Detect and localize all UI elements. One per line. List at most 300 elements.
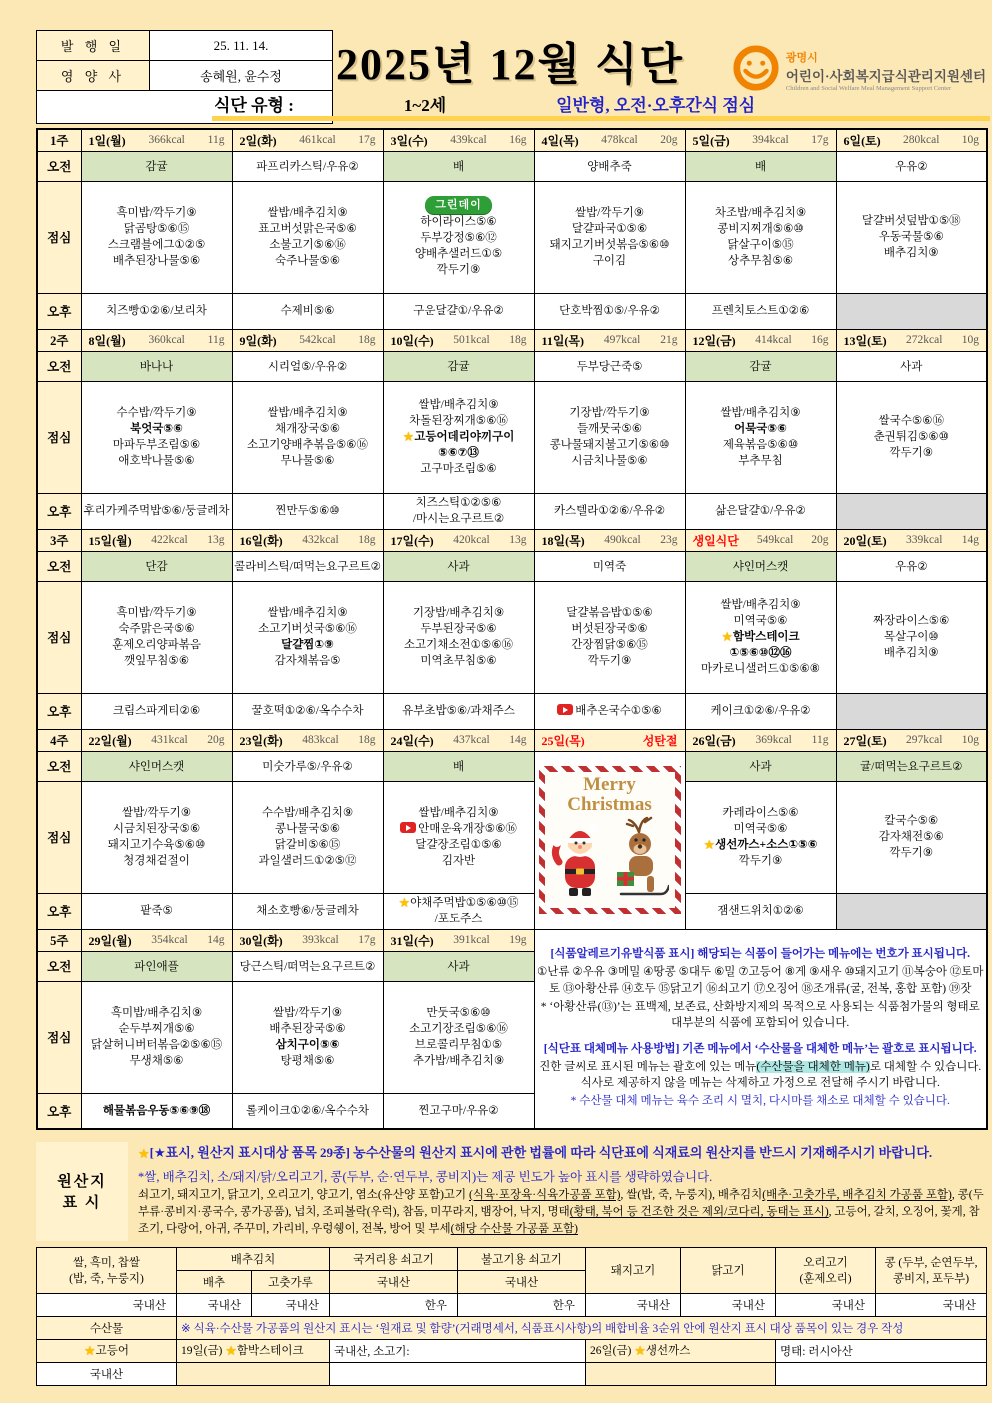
am-snack-cell: 우유②: [836, 551, 987, 581]
christmas-card: [534, 751, 685, 929]
pm-snack-cell: [232, 493, 383, 529]
allergy-title: [식품알레르기유발식품 표시] 해당되는 식품이 들어가는 메뉴에는 번호가 표시됩니다.: [550, 948, 970, 961]
lunch-row-label: 점심: [37, 781, 81, 893]
day-header: 11일(목) 497kcal 21g: [534, 329, 685, 351]
menu-item: 쌀밥/배추김치⑨: [267, 207, 348, 219]
menu-item: 감자채볶음⑤: [274, 655, 341, 667]
menu-item: 기장밥/배추김치⑨: [412, 607, 505, 619]
origin-val-beef-soup: 한우: [330, 1293, 458, 1316]
week-label: 1주: [37, 129, 81, 151]
menu-item: 흑미밥/배추김치⑨: [110, 1007, 203, 1019]
menu-item: 배추된장나물⑤⑥: [112, 255, 201, 267]
christmas-text-christmas: Christmas: [567, 793, 652, 815]
origin-col-beef-bulgogi: 불고기용 쇠고기: [458, 1247, 586, 1270]
week-label: 2주: [37, 329, 81, 351]
menu-item: 닭살허니버터볶음②⑤⑥⑮: [90, 1039, 223, 1051]
menu-item: 찐고구마/우유②: [418, 1104, 499, 1117]
pm-snack-cell: [383, 893, 534, 929]
dietitian-label: 영 양 사: [37, 61, 150, 91]
day-header: 31일(수) 391kcal 19g: [383, 929, 534, 951]
am-snack-cell: 배: [383, 751, 534, 781]
menu-item: 무나물⑤⑥: [280, 455, 335, 467]
menu-item: 깍두기⑨: [738, 855, 783, 867]
origin-law-line: ★[★표시, 원산지 표시대상 품목 29종] 농수산물의 원산지 표시에 관한 법률에 따라 식단표에 식재료의 원산지를 반드시 기재해주시기 바랍니다.: [138, 1145, 933, 1161]
special-hamburg-steak: 19일(금) ★함박스테이크: [177, 1339, 330, 1362]
menu-item: 순두부찌개⑤⑥: [118, 1023, 195, 1035]
origin-col-bean: 콩 (두부, 순연두부, 콩비지, 포두부): [876, 1247, 987, 1293]
lunch-cell: [232, 381, 383, 493]
menu-item: 쌀밥/깍두기⑨: [121, 807, 192, 819]
pm-snack-cell: [383, 693, 534, 729]
star-icon: ★: [634, 1343, 646, 1359]
lunch-cell: [685, 181, 836, 293]
menu-item: 크림스파게티②⑥: [112, 705, 201, 717]
menu-item: 달걀버섯덮밥①⑤⑱: [861, 215, 961, 227]
menu-type-label: 식단 유형 :: [214, 95, 294, 115]
am-snack-cell: 샤인머스캣: [81, 751, 232, 781]
lunch-cell: [81, 781, 232, 893]
lunch-cell: [81, 981, 232, 1093]
menu-item: ①⑤⑥⑩⑫⑯: [729, 647, 792, 659]
pm-row-label: 오후: [37, 1093, 81, 1129]
pm-row-label: 오후: [37, 693, 81, 729]
origin-val-chicken: 국내산: [681, 1293, 776, 1316]
menu-item: 닭곰탕⑤⑥⑮: [123, 223, 190, 235]
menu-item: 쌀국수⑤⑥⑯: [878, 415, 944, 427]
menu-item: 해물볶음우동⑤⑥⑨⑱: [102, 1104, 211, 1117]
pm-snack-cell: [685, 893, 836, 929]
menu-type-age: 1~2세: [403, 95, 447, 115]
day-header: 24일(수) 437kcal 14g: [383, 729, 534, 751]
day-header: 3일(수) 439kcal 16g: [383, 129, 534, 151]
menu-item: 수제비⑤⑥: [280, 305, 335, 317]
menu-item: 꿀호떡①②⑥/옥수수차: [251, 705, 364, 717]
seafood-note: ※ 식육·수산물 가공품의 원산지 표시는 ‘원재료 및 함량’(거래명세서, 식품표시사항)의 배합비율 3순위 안에 원산지 표시 대상 품목이 있는 경우 작성: [177, 1316, 987, 1339]
menu-item: 스크램블에그①②⑤: [107, 239, 206, 251]
day-header: 17일(수) 420kcal 13g: [383, 529, 534, 551]
menu-item: 추가밥/배추김치⑨: [412, 1055, 505, 1067]
menu-item: 콩비지찌개⑤⑥⑩: [717, 223, 804, 235]
substitute-note: * 수산물 대체 메뉴는 육수 조리 시 멸치, 다시마를 채소로 대체할 수 있습니다.: [570, 1095, 950, 1108]
am-snack-cell: 사과: [383, 551, 534, 581]
menu-item: 상추무침⑤⑥: [727, 255, 794, 267]
logo-city: 광명시: [785, 52, 818, 64]
menu-item: 삼치구이⑤⑥: [275, 1039, 340, 1051]
star-icon: ★: [721, 629, 733, 644]
menu-item: 찐만두⑤⑥⑩: [275, 505, 340, 517]
star-icon: ★: [225, 1343, 237, 1359]
menu-item: 배추된장국⑤⑥: [269, 1023, 346, 1035]
pm-snack-cell: [685, 493, 836, 529]
allergy-note: * ‘아황산류(⑬)’는 표백제, 보존료, 산화방지제의 목적으로 사용되는 식품첨가물의 형태로 대부분의 식품에 포함되어 있습니다.: [540, 1000, 980, 1029]
reindeer: [617, 818, 669, 894]
dietitian-value: 송혜원, 윤수정: [150, 61, 333, 91]
lunch-cell: [232, 781, 383, 893]
lunch-row-label: 점심: [37, 981, 81, 1093]
menu-item: 배추김치⑨: [883, 247, 939, 259]
menu-item: 하이라이스⑤⑥: [420, 216, 497, 228]
lunch-cell: [836, 781, 987, 893]
menu-item: 프렌치토스트①②⑥: [711, 305, 810, 317]
menu-item: 칼국수⑤⑥: [884, 815, 939, 827]
empty-cell: [330, 1362, 586, 1385]
menu-item: 카레라이스⑤⑥: [722, 807, 799, 819]
origin-sub-cabbage: 배추: [177, 1270, 252, 1293]
pm-snack-cell: [836, 493, 987, 529]
star-icon: ★: [402, 429, 415, 444]
am-snack-cell: 미숫가루⑤/우유②: [232, 751, 383, 781]
week-label: 5주: [37, 929, 81, 951]
pm-snack-cell: [383, 1093, 534, 1129]
menu-item: 콩나물돼지불고기⑤⑥⑩: [549, 439, 670, 451]
menu-item: 채소호빵⑥/둥글레차: [256, 905, 359, 917]
menu-item: 잼샌드위치①②⑥: [717, 905, 804, 917]
menu-item: 치즈빵①②⑥/보리차: [106, 305, 207, 317]
pm-snack-cell: [81, 493, 232, 529]
pm-snack-cell: [232, 693, 383, 729]
meal-calendar-table: [36, 128, 988, 1130]
menu-item: 흑미밥/깍두기⑨: [116, 207, 197, 219]
logo-org-name: 어린이·사회복지급식관리지원센터: [785, 69, 986, 84]
menu-item: 소고기버섯국⑤⑥⑯: [258, 623, 357, 635]
menu-item: 소불고기⑤⑥⑯: [269, 239, 346, 251]
menu-item: 어묵국⑤⑥: [734, 423, 787, 435]
origin-skip-line: *쌀, 배추김치, 소/돼지/닭/오리고기, 콩(두부, 순·연두부, 콩비지)는 제공 빈도가 높아 표시를 생략하였습니다.: [138, 1169, 713, 1184]
menu-item: 소고기양배추볶음⑤⑥⑯: [247, 439, 368, 451]
menu-item: 춘권튀김⑤⑥⑩: [873, 431, 949, 443]
lunch-cell: [534, 181, 685, 293]
am-row-label: 오전: [37, 551, 81, 581]
menu-item: 케이크①②⑥/우유②: [710, 705, 811, 717]
day-header: 4일(목) 478kcal 20g: [534, 129, 685, 151]
menu-item: 수수밥/깍두기⑨: [116, 407, 197, 419]
origin-sub-pepper: 고춧가루: [252, 1270, 330, 1293]
menu-item: 목살구이⑩: [883, 631, 939, 643]
lunch-cell: [836, 181, 987, 293]
origin-col-pork: 돼지고기: [586, 1247, 681, 1293]
menu-item: 유부초밥⑤⑥/과채주스: [402, 705, 515, 717]
menu-item: /마시는요구르트②: [412, 513, 505, 525]
menu-item: 깍두기⑨: [889, 847, 934, 859]
pm-snack-cell: [685, 293, 836, 329]
substitute-info-box: [535, 1041, 987, 1109]
menu-item: 깍두기⑨: [587, 655, 632, 667]
menu-item: ★야채주먹밥①⑤⑥⑩⑮: [398, 895, 519, 910]
lunch-cell: [836, 381, 987, 493]
menu-item: 훈제오리양파볶음: [112, 639, 201, 651]
origin-col-kimchi: 배추김치: [177, 1247, 330, 1270]
menu-item: 쌀밥/배추김치⑨: [418, 807, 499, 819]
lunch-cell: [81, 381, 232, 493]
lunch-cell: [685, 781, 836, 893]
menu-item: 수수밥/배추김치⑨: [261, 807, 354, 819]
pm-snack-cell: [534, 493, 685, 529]
menu-item: 흑미밥/깍두기⑨: [116, 607, 197, 619]
special-fish-cutlet: 26일(금) ★생선까스: [586, 1339, 776, 1362]
menu-item: 표고버섯맑은국⑤⑥: [258, 223, 357, 235]
am-snack-cell: 감귤: [685, 351, 836, 381]
menu-item: 제육볶음⑤⑥⑩: [722, 439, 799, 451]
day-header: 18일(목) 490kcal 23g: [534, 529, 685, 551]
lunch-row-label: 점심: [37, 181, 81, 293]
day-header: 22일(월) 431kcal 20g: [81, 729, 232, 751]
menu-item: 애호박나물⑤⑥: [118, 455, 195, 467]
menu-item: 우동국물⑤⑥: [878, 231, 944, 243]
am-snack-cell: 단감: [81, 551, 232, 581]
origin-detail-table: [36, 1247, 987, 1386]
lunch-cell: [81, 181, 232, 293]
menu-item: 쌀밥/배추김치⑨: [720, 407, 801, 419]
menu-item: 김자반: [441, 855, 476, 867]
menu-item: /포도주스: [434, 913, 483, 925]
mackerel-origin: 국내산: [37, 1362, 177, 1385]
seafood-label: 수산물: [37, 1316, 177, 1339]
menu-item: 시금치된장국⑤⑥: [112, 823, 201, 835]
menu-item: 소고기채소전①⑤⑥⑯: [403, 639, 514, 651]
menu-item: 깍두기⑨: [436, 264, 481, 276]
star-icon: ★: [398, 895, 411, 910]
smiley-logo-icon: [732, 44, 780, 97]
menu-item: 탕평채⑤⑥: [280, 1055, 335, 1067]
menu-item: 만둣국⑤⑥⑩: [426, 1007, 491, 1019]
am-snack-cell: 사과: [685, 751, 836, 781]
origin-notice-block: [36, 1142, 986, 1241]
am-snack-cell: 당근스틱/떠먹는요구르트②: [232, 951, 383, 981]
day-header: 26일(금) 369kcal 11g: [685, 729, 836, 751]
am-snack-cell: 파인애플: [81, 951, 232, 981]
menu-item: 숙주맑은국⑤⑥: [118, 623, 195, 635]
menu-item: 북엇국⑤⑥: [130, 423, 183, 435]
lunch-cell: [232, 981, 383, 1093]
day-header: 생일식단 549kcal 20g: [685, 529, 836, 551]
menu-item: 깻잎무침⑤⑥: [123, 655, 190, 667]
star-icon: ★: [703, 837, 716, 852]
empty-cell: [177, 1362, 330, 1385]
menu-item: 배추김치⑨: [883, 647, 939, 659]
origin-val-pepper: 국내산: [252, 1293, 330, 1316]
am-row-label: 오전: [37, 951, 81, 981]
issue-date-label: 발 행 일: [37, 31, 150, 61]
menu-item: 돼지고기버섯볶음⑤⑥⑩: [549, 239, 670, 251]
menu-item: 달걀볶음밥①⑤⑥: [566, 607, 653, 619]
menu-item: 간장찜닭⑤⑥⑮: [571, 639, 648, 651]
lunch-cell: [232, 581, 383, 693]
menu-item: 차조밥/배추김치⑨: [714, 207, 807, 219]
menu-item: 브로콜리무침①⑤: [414, 1039, 503, 1051]
pm-snack-cell: [81, 1093, 232, 1129]
am-snack-cell: 우유②: [836, 151, 987, 181]
menu-item: 양배추샐러드①⑤: [414, 248, 503, 260]
day-header: 27일(토) 297kcal 10g: [836, 729, 987, 751]
menu-item: 두부된장국⑤⑥: [420, 623, 497, 635]
issue-date-value: 25. 11. 14.: [150, 31, 333, 61]
day-header: 9일(화) 542kcal 18g: [232, 329, 383, 351]
am-snack-cell: 샤인머스캣: [685, 551, 836, 581]
menu-item: 과일샐러드①②⑤⑫: [258, 855, 357, 867]
menu-item: 카스텔라①②⑥/우유②: [553, 505, 666, 517]
notes-panel: [534, 929, 987, 1129]
am-snack-cell: 미역죽: [534, 551, 685, 581]
menu-item: 쌀밥/배추김치⑨: [418, 399, 499, 411]
am-snack-cell: 두부당근죽⑤: [534, 351, 685, 381]
pm-row-label: 오후: [37, 893, 81, 929]
origin-label: 원산지 표 시: [36, 1142, 128, 1241]
menu-item: 깍두기⑨: [889, 447, 934, 459]
am-snack-cell: 콜라비스틱/떠먹는요구르트②: [232, 551, 383, 581]
menu-item: ⑤⑥⑦⑬: [438, 447, 479, 459]
day-header: 30일(화) 393kcal 17g: [232, 929, 383, 951]
menu-item: 짜장라이스⑤⑥: [873, 615, 950, 627]
santa: [553, 824, 598, 897]
lunch-cell: [534, 581, 685, 693]
day-header: 20일(토) 339kcal 14g: [836, 529, 987, 551]
page-header: [0, 0, 992, 126]
menu-item: 부추무침: [738, 455, 783, 467]
star-icon: ★: [84, 1343, 96, 1359]
menu-item: 고구마조림⑤⑥: [420, 463, 497, 475]
am-snack-cell: 배: [685, 151, 836, 181]
pm-snack-cell: [836, 693, 987, 729]
pm-snack-cell: [81, 693, 232, 729]
menu-item: 미역국⑤⑥: [733, 615, 788, 627]
lunch-cell: [836, 581, 987, 693]
day-header: 8일(월) 360kcal 11g: [81, 329, 232, 351]
menu-item: 미역국⑤⑥: [733, 823, 788, 835]
menu-item: 롤케이크①②⑥/옥수수차: [246, 1104, 369, 1117]
special-fish-origin: 명태: 러시아산: [776, 1339, 987, 1362]
menu-item: ★고등어데리야끼구이: [402, 429, 515, 444]
origin-val-duck: 국내산: [776, 1293, 876, 1316]
pm-snack-cell: [534, 693, 685, 729]
youtube-icon: [400, 822, 416, 833]
empty-cell: [586, 1362, 776, 1385]
menu-item: 무생채⑤⑥: [129, 1055, 184, 1067]
origin-val-bean: 국내산: [876, 1293, 987, 1316]
menu-item: 숙주나물⑤⑥: [274, 255, 341, 267]
am-row-label: 오전: [37, 151, 81, 181]
youtube-icon: [557, 704, 573, 715]
center-logo: [732, 44, 986, 97]
menu-item: 쌀밥/배추김치⑨: [267, 607, 348, 619]
christmas-text-merry: Merry: [583, 773, 636, 795]
menu-item: 감자채전⑤⑥: [878, 831, 944, 843]
pm-snack-cell: [81, 893, 232, 929]
pm-row-label: 오후: [37, 493, 81, 529]
menu-item: 후리가케주먹밥⑤⑥/둥글레차: [83, 505, 230, 517]
origin-sub-beef-soup: 국내산: [330, 1270, 458, 1293]
menu-item: ★생선까스+소스①⑤⑥: [703, 837, 818, 852]
menu-item: 콩나물국⑤⑥: [274, 823, 341, 835]
am-snack-cell: 양배추죽: [534, 151, 685, 181]
day-header: 10일(수) 501kcal 18g: [383, 329, 534, 351]
origin-val-rice: 국내산: [37, 1293, 177, 1316]
origin-col-beef-soup: 국거리용 쇠고기: [330, 1247, 458, 1270]
origin-val-cabbage: 국내산: [177, 1293, 252, 1316]
special-hamburg-origin: 국내산, 소고기:: [330, 1339, 586, 1362]
day-header: 1일(월) 366kcal 11g: [81, 129, 232, 151]
menu-item: 돼지고기수육⑤⑥⑩: [107, 839, 206, 851]
week-label: 4주: [37, 729, 81, 751]
am-snack-cell: 감귤: [383, 351, 534, 381]
pm-snack-cell: [232, 893, 383, 929]
menu-type-desc: 일반형, 오전·오후간식 점심: [556, 95, 756, 115]
lunch-cell: [383, 781, 534, 893]
origin-col-rice: 쌀, 흑미, 찹쌀 (밥, 죽, 누룽지): [37, 1247, 177, 1293]
menu-item: 단호박찜①⑤/우유②: [559, 305, 660, 317]
menu-item: 배추온국수①⑤⑥: [535, 703, 685, 719]
menu-item: 마파두부조림⑤⑥: [112, 439, 201, 451]
origin-col-chicken: 닭고기: [681, 1247, 776, 1293]
menu-item: 마카로니샐러드①⑤⑥⑧: [700, 663, 820, 675]
page-title: 2025년 12월 식단: [335, 40, 684, 89]
menu-item: 치즈스틱①②⑤⑥: [415, 497, 502, 509]
menu-item: 쌀밥/깍두기⑨: [272, 1007, 343, 1019]
origin-val-beef-bulgogi: 한우: [458, 1293, 586, 1316]
pm-snack-cell: [836, 293, 987, 329]
day-header: 6일(토) 280kcal 10g: [836, 129, 987, 151]
empty-cell: [776, 1362, 987, 1385]
am-snack-cell: 감귤: [81, 151, 232, 181]
day-header: 23일(화) 483kcal 18g: [232, 729, 383, 751]
menu-item: 채개장국⑤⑥: [274, 423, 341, 435]
substitute-title: [식단표 대체메뉴 사용방법] 기존 메뉴에서 ‘수산물을 대체한 메뉴’는 괄호로 표시됩니다.: [543, 1042, 977, 1055]
origin-item-list: 쇠고기, 돼지고기, 닭고기, 오리고기, 양고기, 염소(유산양 포함)고기 (식육·포장육·식육가공품 포함), 쌀(밥, 죽, 누룽지), 배추김치(배추·고춧가루, 배추김치 가공품 포함), 콩(두부류·콩비지·콩국수, 콩가공품), 넙치, 조피볼락(우럭), 참돔, 미꾸라지, 뱀장어, 낙지, 명태(황태, 북어 등 건조한 것은 제외/코다리, 동태는 표시), 고등어, 갈치, 오징어, 꽃게, 참조기, 다랑어, 아귀, 주꾸미, 가리비, 우렁쉥이, 전복, 방어 및 부세(해당 수산물 가공품 포함): [138, 1188, 984, 1236]
lunch-cell: [383, 381, 534, 493]
day-header: 5일(금) 394kcal 17g: [685, 129, 836, 151]
mackerel-label: ★고등어: [37, 1339, 177, 1362]
origin-col-duck: 오리고기 (훈제오리): [776, 1247, 876, 1293]
pm-snack-cell: [836, 893, 987, 929]
substitute-body: 진한 글씨로 표시된 메뉴는 괄호에 있는 메뉴(수산물을 대체한 메뉴)로 대체할 수 있습니다. 식사로 제공하지 않을 메뉴는 삭제하고 가정으로 전달해 주시기 바랍니다.: [539, 1060, 982, 1089]
pm-row-label: 오후: [37, 293, 81, 329]
day-header: 25일(목) 성탄절: [534, 729, 685, 751]
menu-item: 달걀파국①⑤⑥: [571, 223, 648, 235]
menu-item: 쌀밥/배추김치⑨: [267, 407, 348, 419]
lunch-row-label: 점심: [37, 381, 81, 493]
lunch-cell: [383, 181, 534, 293]
pm-snack-cell: [383, 293, 534, 329]
lunch-cell: [81, 581, 232, 693]
menu-item: 소고기장조림⑤⑥⑯: [409, 1023, 508, 1035]
week-label: 3주: [37, 529, 81, 551]
menu-item: ★함박스테이크: [721, 629, 800, 644]
menu-item: 기장밥/깍두기⑨: [569, 407, 650, 419]
star-icon: ★: [138, 1146, 150, 1161]
day-header: 13일(토) 272kcal 10g: [836, 329, 987, 351]
menu-item: 닭갈비⑤⑥⑮: [274, 839, 341, 851]
am-snack-cell: 배: [383, 151, 534, 181]
day-header: 12일(금) 414kcal 16g: [685, 329, 836, 351]
menu-item: 달걀찜①⑨: [281, 639, 334, 651]
pm-snack-cell: [81, 293, 232, 329]
menu-item: 청경채겉절이: [123, 855, 190, 867]
lunch-cell: [534, 381, 685, 493]
menu-item: 달걀장조림①⑤⑥: [415, 839, 502, 851]
lunch-cell: [685, 381, 836, 493]
lunch-row-label: 점심: [37, 581, 81, 693]
menu-item: 차돌된장찌개⑤⑥⑯: [409, 415, 508, 427]
am-snack-cell: 사과: [836, 351, 987, 381]
menu-item: 시금치나물⑤⑥: [571, 455, 648, 467]
menu-item: 닭살구이⑤⑮: [727, 239, 794, 251]
lunch-cell: [232, 181, 383, 293]
day-header: 15일(월) 422kcal 13g: [81, 529, 232, 551]
menu-item: 쌀밥/깍두기⑨: [574, 207, 645, 219]
santa-reindeer-illustration: [551, 814, 669, 900]
am-snack-cell: 사과: [383, 951, 534, 981]
menu-item: 안매운육개장⑤⑥⑯: [384, 821, 534, 837]
menu-item: 구운달걀①/우유②: [413, 305, 504, 317]
